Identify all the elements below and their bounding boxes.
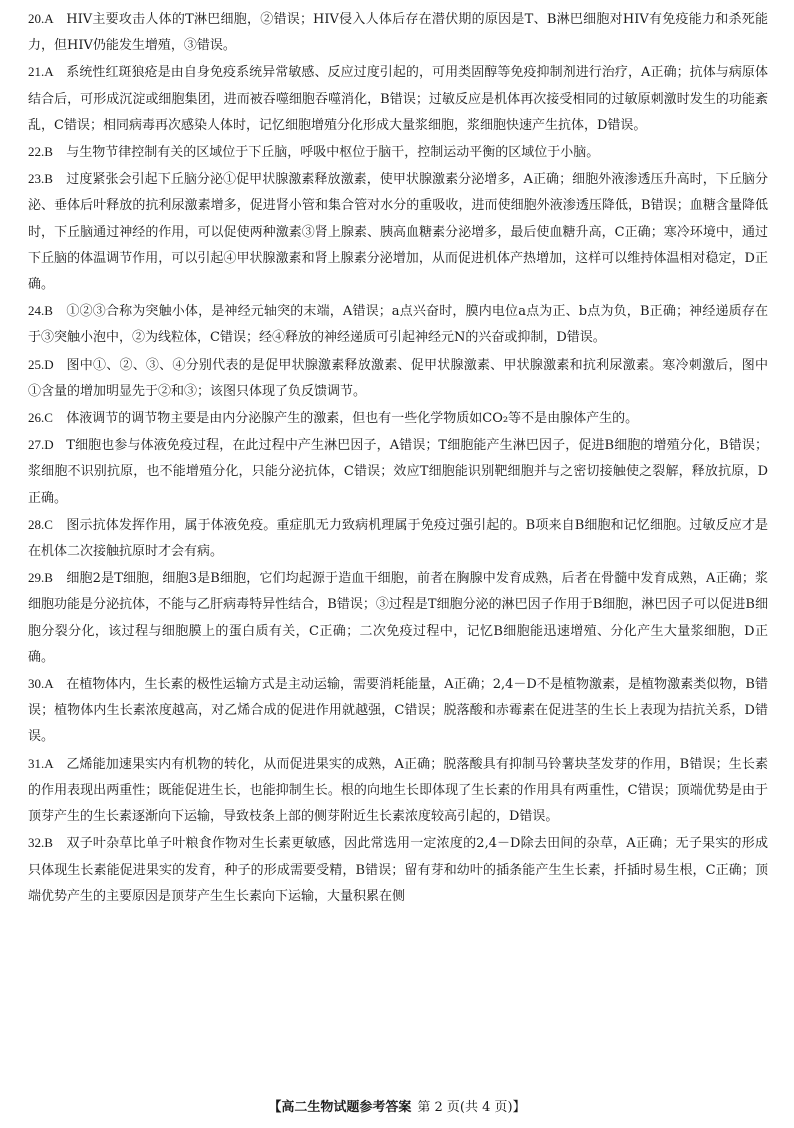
- footer-title: 【高二生物试题参考答案: [268, 1100, 412, 1115]
- answer-item-30: 30.A 在植物体内，生长素的极性运输方式是主动运输，需要消耗能量，A正确；2,4－D不是植物激素，是植物激素类似物，B错误；植物体内生长素浓度越高，对乙烯合成的促进作用就越强，C错误；脱落酸和赤霉素在促进茎的生长上表现为拮抗关系，D错误。: [28, 676, 768, 745]
- answer-item-26: 26.C 体液调节的调节物主要是由内分泌腺产生的激素，但也有一些化学物质如CO₂等不是由腺体产生的。: [28, 410, 639, 427]
- answer-item-31: 31.A 乙烯能加速果实内有机物的转化，从而促进果实的成熟，A正确；脱落酸具有抑制马铃薯块茎发芽的作用，B错误；生长素的作用表现出两重性；既能促进生长，也能抑制生长。根的向地生长即体现了生长素的作用具有两重性，C错误；顶端优势是由于顶芽产生的生长素逐渐向下运输，导致枝条上部的侧芽附近生长素浓度较高引起的，D错误。: [28, 755, 768, 825]
- page-footer: [0, 1096, 794, 1115]
- answer-item-32: 32.B 双子叶杂草比单子叶粮食作物对生长素更敏感，因此常选用一定浓度的2,4－D除去田间的杂草，A正确；无子果实的形成只体现生长素能促进果实的发育，种子的形成需要受精，B错误；留有芽和幼叶的插条能产生生长素，扦插时易生根，C正确；顶端优势产生的主要原因是顶芽产生生长素向下运输，大量积累在侧: [28, 835, 768, 904]
- footer-page-number: 第 2 页(共 4 页)】: [417, 1100, 526, 1115]
- answer-list: [28, 6, 768, 910]
- answer-item-28: 28.C 图示抗体发挥作用，属于体液免疫。重症肌无力致病机理属于免疫过强引起的。B项来自B细胞和记忆细胞。过敏反应才是在机体二次接触抗原时才会有病。: [28, 516, 768, 560]
- answer-item-24: 24.B ①②③合称为突触小体，是神经元轴突的末端，A错误；a点兴奋时，膜内电位a点为正、b点为负，B正确；神经递质存在于③突触小泡中，②为线粒体，C错误；经④释放的神经递质可引起神经元N的兴奋或抑制，D错误。: [28, 303, 768, 346]
- answer-item-21: 21.A 系统性红斑狼疮是由自身免疫系统异常敏感、反应过度引起的，可用类固醇等免疫抑制剂进行治疗，A正确；抗体与病原体结合后，可形成沉淀或细胞集团，进而被吞噬细胞吞噬消化，B错误；过敏反应是机体再次接受相同的过敏原刺激时发生的功能紊乱，C错误；相同病毒再次感染人体时，记忆细胞增殖分化形成大量浆细胞，浆细胞快速产生抗体，D错误。: [28, 64, 768, 133]
- answer-item-27: 27.D T细胞也参与体液免疫过程，在此过程中产生淋巴因子，A错误；T细胞能产生淋巴因子，促进B细胞的增殖分化，B错误；浆细胞不识别抗原，也不能增殖分化，只能分泌抗体，C错误；效应T细胞能识别靶细胞并与之密切接触使之裂解，释放抗原，D正确。: [28, 437, 768, 506]
- answer-item-23: 23.B 过度紧张会引起下丘脑分泌①促甲状腺激素释放激素，使甲状腺激素分泌增多，A正确；细胞外液渗透压升高时，下丘脑分泌、垂体后叶释放的抗利尿激素增多，促进肾小管和集合管对水分的重吸收，进而使细胞外液渗透压降低，B错误；血糖含量降低时，下丘脑通过神经的作用，可以促使两种激素③肾上腺素、胰高血糖素分泌增多，最后使血糖升高，C正确；寒冷环境中，通过下丘脑的体温调节作用，可以引起④甲状腺激素和肾上腺素分泌增加，从而促进机体产热增加，这样可以维持体温相对稳定，D正确。: [28, 171, 768, 293]
- answer-item-29: 29.B 细胞2是T细胞，细胞3是B细胞，它们均起源于造血干细胞，前者在胸腺中发育成熟，后者在骨髓中发育成熟，A正确；浆细胞功能是分泌抗体，不能与乙肝病毒特异性结合，B错误；③过程是T细胞分泌的淋巴因子作用于B细胞，淋巴因子可以促进B细胞分裂分化，该过程与细胞膜上的蛋白质有关，C正确；二次免疫过程中，记忆B细胞能迅速增殖、分化产生大量浆细胞，D正确。: [28, 570, 768, 665]
- answer-item-25: 25.D 图中①、②、③、④分别代表的是促甲状腺激素释放激素、促甲状腺激素、甲状腺激素和抗利尿激素。寒冷刺激后，图中①含量的增加明显先于②和③；该图只体现了负反馈调节。: [28, 356, 768, 399]
- answer-item-20: 20.A HIV主要攻击人体的T淋巴细胞，②错误；HIV侵入人体后存在潜伏期的原因是T、B淋巴细胞对HIV有免疫能力和杀死能力，但HIV仍能发生增殖，③错误。: [28, 11, 768, 54]
- answer-item-22: 22.B 与生物节律控制有关的区域位于下丘脑，呼吸中枢位于脑干，控制运动平衡的区域位于小脑。: [28, 144, 600, 161]
